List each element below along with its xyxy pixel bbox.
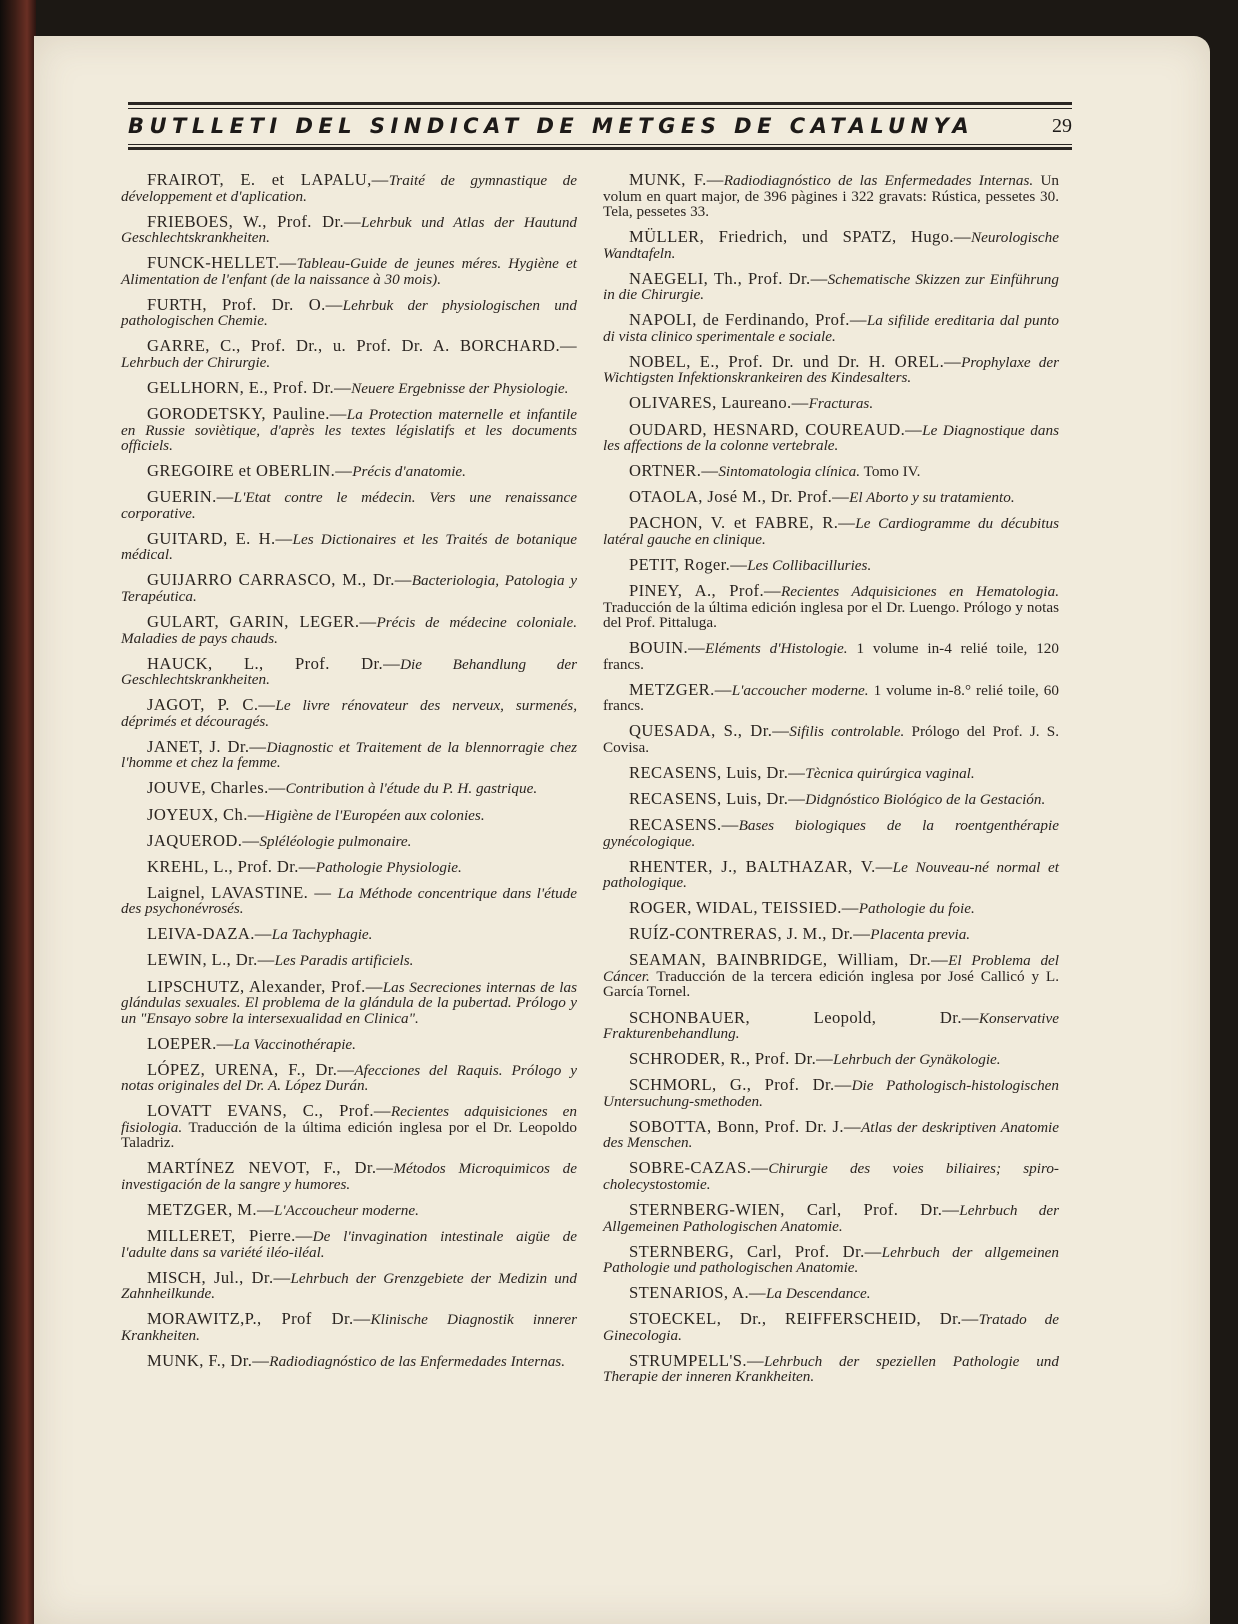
entry-title: El Problema del Cáncer. [603,952,1059,985]
entry-note: Prólogo del Prof. J. S. Covisa. [603,723,1059,756]
bibliography-entry [603,229,1059,261]
entry-title: Die Behandlung der Geschlechtskrankheiten. [121,655,577,689]
header-rule [128,144,1072,145]
entry-author: RECASENS, Luis, Dr.— [629,762,806,782]
bibliography-entry [603,679,1059,715]
entry-title: Les Paradis artificiels. [274,952,414,970]
page-header [128,102,1072,152]
bibliography-entry [603,463,1059,480]
bibliography-entry [603,554,1059,574]
entry-title: Neurologische Wandtafeln. [603,229,1059,262]
entry-author: STENARIOS, A.— [629,1283,766,1303]
entry-author: SCHONBAUER, Leopold, Dr.— [629,1007,979,1027]
entry-title: Las Secreciones internas de las glándulas sexuales. El problema de la glándula de la pubertad. Prólogo y un "Ensayo sobre la intersexualidad en Clinica". [121,978,577,1027]
bibliography-entry [121,1059,577,1095]
entry-author: LEIVA-DAZA.— [147,924,272,944]
entry-author: NAPOLI, de Ferdinando, Prof.— [629,310,867,330]
bibliography-entry [121,1311,577,1343]
entry-author: MUNK, F.— [629,170,724,189]
bibliography-entry [603,312,1059,344]
bibliography-entry [121,1228,577,1260]
entry-note: Tomo IV. [860,463,921,481]
entry-title: Lehrbuch der Chirurgie. [121,353,271,371]
left-column [121,172,577,1379]
entry-author: GUIJARRO CARRASCO, M., Dr.— [147,570,412,590]
entry-author: Laignel, LAVASTINE. — [147,882,338,902]
entry-author: JAQUEROD.— [147,830,260,850]
bibliography-entry [121,830,577,850]
bibliography-entry [603,640,1059,672]
entry-title: La sifilide ereditaria dal punto di vista clinico sperimentale e sociale. [603,312,1059,345]
bibliography-entry [603,1116,1059,1152]
entry-author: PACHON, V. et FABRE, R.— [629,513,856,533]
bibliography-entry [603,1077,1059,1109]
entry-title: Lehrbuch der allgemeinen Pathologie und pathologischen Anatomie. [603,1243,1059,1277]
entry-author: LIPSCHUTZ, Alexander, Prof.— [147,976,383,996]
bibliography-entry [603,791,1059,808]
entry-title: Précis d'anatomie. [352,463,466,481]
entry-title: La Descendance. [765,1285,871,1303]
entry-title: Higiène de l'Européen aux colonies. [264,806,485,824]
entry-author: NOBEL, E., Prof. Dr. und Dr. H. OREL.— [629,351,962,371]
entry-author: FRAIROT, E. et LAPALU,— [147,170,389,189]
entry-author: SEAMAN, BAINBRIDGE, William, Dr.— [629,950,949,970]
entry-title: Eléments d'Histologie. [705,640,848,658]
entry-author: GULART, GARIN, LEGER.— [147,612,377,632]
entry-note: Traducción de la tercera edición inglesa por José Callicó y L. García Tornel. [603,967,1059,1001]
entry-author: RHENTER, J., BALTHAZAR, V.— [629,856,893,876]
entry-title: Radiodiagnóstico de las Enfermedades Internas. [723,172,1034,189]
entry-author: PINEY, A., Prof.— [629,581,782,601]
header-rule [128,147,1072,150]
entry-author: SCHRODER, R., Prof. Dr.— [629,1049,834,1069]
bibliography-entry [603,952,1059,1000]
entry-title: Bases biologiques de la roentgenthérapie gynécologique. [603,817,1059,850]
entry-title: Les Collibacilluries. [747,556,872,574]
bibliography-entry [603,515,1059,547]
bibliography-entry [121,406,577,454]
bibliography-entry [603,1007,1059,1043]
entry-author: MILLERET, Pierre.— [147,1226,313,1246]
entry-title: Atlas der deskriptiven Anatomie des Menschen. [603,1118,1059,1152]
entry-title: Le Diagnostique dans les affections de la colonne vertebrale. [603,421,1059,455]
entry-note: Un volum en quart major, de 396 pàgines i 322 gravats: Rústica, pessetes 30. Tela, pessetes 33. [603,172,1060,220]
entry-title: Tratado de Ginecologia. [603,1311,1059,1344]
entry-title: Chirurgie des voies biliaires; spiro-cholecystostomie. [603,1160,1059,1193]
entry-title: Sintomatologia clínica. [718,463,861,481]
bibliography-entry [603,1241,1059,1277]
bibliography-entry [603,762,1059,782]
entry-title: Métodos Microquimicos de investigación de la sangre y humores. [121,1160,577,1193]
bibliography-entry [603,1051,1059,1068]
bibliography-entry [121,255,577,287]
bibliography-entry [603,926,1059,943]
entry-author: RUÍZ-CONTRERAS, J. M., Dr.— [629,924,871,944]
entry-author: JANET, J. Dr.— [147,736,267,756]
entry-author: BOUIN.— [629,638,706,658]
entry-author: HAUCK, L., Prof. Dr.— [147,653,401,673]
entry-title: Contribution à l'étude du P. H. gastrique. [285,780,538,798]
right-column [603,172,1059,1395]
entry-author: GELLHORN, E., Prof. Dr.— [147,377,352,397]
bibliography-entry [603,268,1059,304]
entry-title: Le Cardiogramme du décubitus latéral gauche en clinique. [603,515,1059,548]
bibliography-entry [121,697,577,729]
entry-title: Fracturas. [808,395,874,413]
entry-title: Précis de médecine coloniale. Maladies de pays chauds. [121,614,577,647]
entry-title: Lehrbuch der speziellen Pathologie und Therapie der inneren Krankheiten. [603,1352,1059,1386]
entry-author: STERNBERG-WIEN, Carl, Prof. Dr.— [629,1200,960,1220]
entry-author: STRUMPELL'S.— [629,1350,764,1370]
entry-title: Diagnostic et Traitement de la blennorragie chez l'homme et chez la femme. [121,738,578,772]
entry-author: GUITARD, E. H.— [147,528,293,548]
entry-title: Afecciones del Raquis. Prólogo y notas originales del Dr. A. López Durán. [121,1061,577,1095]
entry-author: GREGOIRE et OBERLIN.— [147,461,353,481]
entry-title: Recientes Adquisiciones en Hematologia. [781,583,1059,601]
entry-title: Tableau-Guide de jeunes méres. Hygiène et Alimentation de l'enfant (de la naissance à 30 mois). [121,255,577,288]
bibliography-entry [121,804,577,824]
entry-title: Tècnica quirúrgica vaginal. [805,764,975,782]
entry-title: Konservative Frakturenbehandlung. [603,1009,1059,1043]
entry-title: L'Etat contre le médecin. Vers une renaissance corporative. [121,489,577,522]
bibliography-entry [121,338,577,370]
bibliography-entry [603,900,1059,917]
entry-title: Le Nouveau-né normal et pathologique. [603,858,1059,892]
entry-note: Traducción de la última edición inglesa por el Dr. Leopoldo Taladriz. [121,1118,577,1152]
entry-author: LEWIN, L., Dr.— [147,950,275,970]
entry-note: 1 volume in-8.° relié toile, 60 francs. [603,681,1059,715]
entry-author: FRIEBOES, W., Prof. Dr.— [147,211,362,231]
bibliography-entry [121,780,577,797]
entry-author: SOBRE-CAZAS.— [629,1158,769,1178]
entry-author: OUDARD, HESNARD, COUREAUD.— [629,419,923,439]
book-binding [0,0,36,1624]
entry-author: KREHL, L., Prof. Dr.— [147,856,316,876]
bibliography-entry [603,1350,1059,1386]
entry-author: GUERIN.— [147,487,234,507]
bibliography-entry [603,723,1059,755]
bibliography-entry [603,1202,1059,1234]
bibliography-entry [121,172,577,204]
bibliography-entry [121,1103,577,1151]
entry-title: Pathologie du foie. [858,900,975,918]
bibliography-entry [603,856,1059,892]
bibliography-entry [121,1202,577,1219]
bibliography-entry [121,614,577,646]
entry-title: Neuere Ergebnisse der Physiologie. [351,379,569,397]
entry-title: Sifilis controlable. [789,723,905,741]
bibliography-entry [121,211,578,247]
bibliography-entry [121,926,577,943]
entry-title: L'accoucher moderne. [731,681,869,699]
entry-author: LOEPER.— [147,1033,234,1053]
entry-title: La Protection maternelle et infantile en Russie soviètique, d'après les textes législatifs et les documents officiels. [121,406,577,455]
entry-author: PETIT, Roger.— [629,554,748,574]
entry-author: MARTÍNEZ NEVOT, F., Dr.— [147,1158,394,1178]
bibliography-entry [603,817,1059,849]
bibliography-entry [121,463,577,480]
entry-author: MORAWITZ,P., Prof Dr.— [147,1309,371,1329]
header-rule [128,102,1072,105]
entry-author: SCHMORL, G., Prof. Dr.— [629,1075,852,1095]
bibliography-entry [603,1311,1059,1343]
entry-author: MUNK, F., Dr.— [147,1350,270,1370]
entry-title: Lehrbuch der Gynäkologie. [833,1051,1001,1069]
entry-title: Pathologie Physiologie. [315,858,462,876]
entry-title: Lehrbuk der physiologischen und pathologischen Chemie. [121,296,577,330]
entry-title: Placenta previa. [870,926,971,944]
bibliography-entry [603,489,1059,506]
entry-author: FUNCK-HELLET.— [147,253,297,273]
entry-title: Lehrbuk und Atlas der Hautund Geschlechtskrankheiten. [121,213,578,247]
entry-title: La Tachyphagie. [271,926,373,944]
entry-title: El Aborto y su tratamiento. [849,489,1015,507]
entry-title: Schematische Skizzen zur Einführung in die Chirurgie. [603,270,1059,304]
bibliography-entry [121,976,577,1027]
bibliography-entry [603,395,1059,412]
entry-title: Klinische Diagnostik innerer Krankheiten. [121,1311,577,1344]
bibliography-entry [121,489,577,521]
bibliography-entry [121,377,577,397]
bibliography-entry [121,952,577,969]
entry-author: METZGER.— [629,679,732,699]
bibliography-entry [603,1285,1059,1302]
bibliography-entry [121,1267,577,1303]
entry-author: GORODETSKY, Pauline.— [147,404,347,424]
entry-author: FURTH, Prof. Dr. O.— [147,294,343,314]
bibliography-entry [603,351,1059,387]
bibliography-entry [603,172,1059,220]
bibliography-entry [121,1160,577,1192]
entry-title: Die Pathologisch-histologischen Untersuchung-smethoden. [603,1077,1059,1110]
entry-author: STERNBERG, Carl, Prof. Dr.— [629,1241,882,1261]
entry-title: Lehrbuch der Grenzgebiete der Medizin und Zahnheilkunde. [121,1269,577,1303]
entry-title: De l'invagination intestinale aigüe de l'adulte dans sa variété iléo-iléal. [121,1228,577,1261]
entry-title: Recientes adquisiciones en fisiologia. [121,1103,577,1136]
entry-author: NAEGELI, Th., Prof. Dr.— [629,268,828,288]
bibliography-entry [121,882,577,918]
entry-author: RECASENS.— [629,815,739,835]
bibliography-entry [121,528,578,564]
bibliography-entry [121,736,578,772]
entry-author: STOECKEL, Dr., REIFFERSCHEID, Dr.— [629,1309,979,1329]
entry-title: La Méthode concentrique dans l'étude des psychonévrosés. [121,884,577,918]
entry-title: Lehrbuch der Allgemeinen Pathologischen Anatomie. [603,1202,1059,1235]
journal-title: BUTLLETI DEL SINDICAT DE METGES DE CATALUNYA [128,114,975,138]
entry-title: Les Dictionaires et les Traités de botanique médical. [121,530,578,564]
entry-author: SOBOTTA, Bonn, Prof. Dr. J.— [629,1116,861,1136]
entry-title: Radiodiagnóstico de las Enfermedades Internas. [269,1352,565,1370]
entry-author: JOYEUX, Ch.— [147,804,265,824]
entry-author: LÓPEZ, URENA, F., Dr.— [147,1059,355,1079]
entry-author: MISCH, Jul., Dr.— [147,1267,291,1287]
entry-author: JAGOT, P. C.— [147,695,276,715]
entry-author: ORTNER.— [629,461,719,481]
bibliography-entry [603,583,1059,631]
entry-title: Bacteriologia, Patologia y Terapéutica. [121,572,577,605]
header-rule [128,108,1072,109]
entry-author: ROGER, WIDAL, TEISSIED.— [629,898,859,918]
entry-author: GARRE, C., Prof. Dr., u. Prof. Dr. A. BORCHARD.— [147,336,577,356]
bibliography-entry [603,1160,1059,1192]
entry-author: QUESADA, S., Dr.— [629,721,790,741]
entry-title: Traité de gymnastique de développement et d'aplication. [121,172,577,205]
entry-author: METZGER, M.— [147,1200,274,1220]
entry-title: Prophylaxe der Wichtigsten Infektionskrankeiren des Kindesalters. [603,353,1059,387]
bibliography-entry [121,1033,577,1053]
entry-title: Le livre rénovateur des nerveux, surmenés, déprimés et découragés. [121,697,577,730]
bibliography-entry [121,653,577,689]
entry-title: La Vaccinothérapie. [233,1035,356,1053]
entry-note: Traducción de la última edición inglesa por el Dr. Luengo. Prólogo y notas del Prof. Pittaluga. [603,598,1059,632]
page-number: 29 [1052,115,1072,137]
entry-author: OLIVARES, Laureano.— [629,393,809,413]
entry-title: Didgnóstico Biológico de la Gestación. [805,791,1046,808]
entry-author: MÜLLER, Friedrich, und SPATZ, Hugo.— [629,227,971,247]
bibliography-entry [121,1350,577,1370]
bibliography-entry [121,572,577,604]
bibliography-entry [121,294,577,330]
entry-title: L'Accoucheur moderne. [273,1202,419,1220]
entry-title: Spléléologie pulmonaire. [259,832,412,850]
bibliography-entry [603,419,1059,455]
entry-author: LOVATT EVANS, C., Prof.— [147,1101,391,1121]
entry-note: 1 volume in-4 relié toile, 120 francs. [603,640,1059,673]
entry-author: RECASENS, Luis, Dr.— [629,789,806,808]
entry-author: JOUVE, Charles.— [147,778,286,798]
entry-author: OTAOLA, José M., Dr. Prof.— [629,487,850,507]
bibliography-entry [121,856,577,876]
